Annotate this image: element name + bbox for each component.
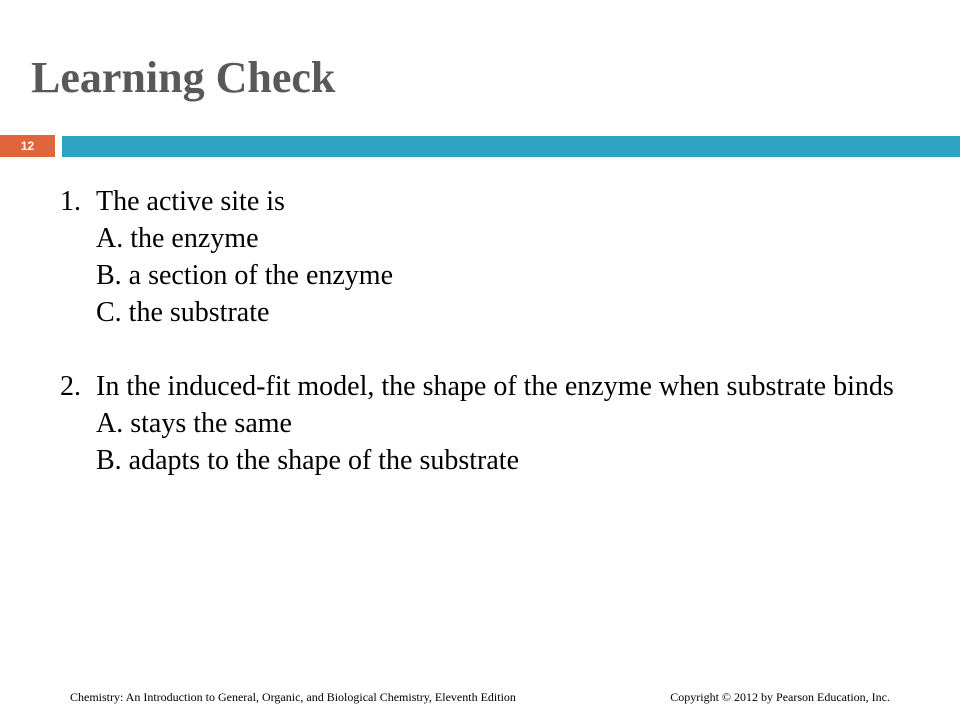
page-number-badge xyxy=(0,135,55,157)
question-spacer xyxy=(60,331,920,368)
slide-content xyxy=(60,183,920,479)
footer-copyright: Copyright © 2012 by Pearson Education, Inc. xyxy=(670,690,890,704)
answer-option: A. the enzyme xyxy=(96,223,259,254)
question-number: 1. xyxy=(60,186,81,217)
question-number: 2. xyxy=(60,371,81,402)
answer-option: A. stays the same xyxy=(96,408,292,439)
answer-option: B. adapts to the shape of the substrate xyxy=(96,445,520,476)
slide-footer xyxy=(0,690,960,710)
answer-option: B. a section of the enzyme xyxy=(96,260,394,291)
question-prompt: In the induced-fit model, the shape of the enzyme when substrate binds xyxy=(96,371,894,402)
question-2 xyxy=(60,368,920,479)
title-accent-bar xyxy=(62,136,960,157)
question-prompt: The active site is xyxy=(96,186,285,217)
question-body xyxy=(96,183,920,331)
question-1 xyxy=(60,183,920,331)
answer-option: C. the substrate xyxy=(96,297,270,328)
page-number: 12 xyxy=(0,135,55,157)
slide-title: Learning Check xyxy=(31,53,336,102)
footer-citation: Chemistry: An Introduction to General, Organic, and Biological Chemistry, Eleventh Edition xyxy=(70,690,516,704)
question-body xyxy=(96,368,920,479)
